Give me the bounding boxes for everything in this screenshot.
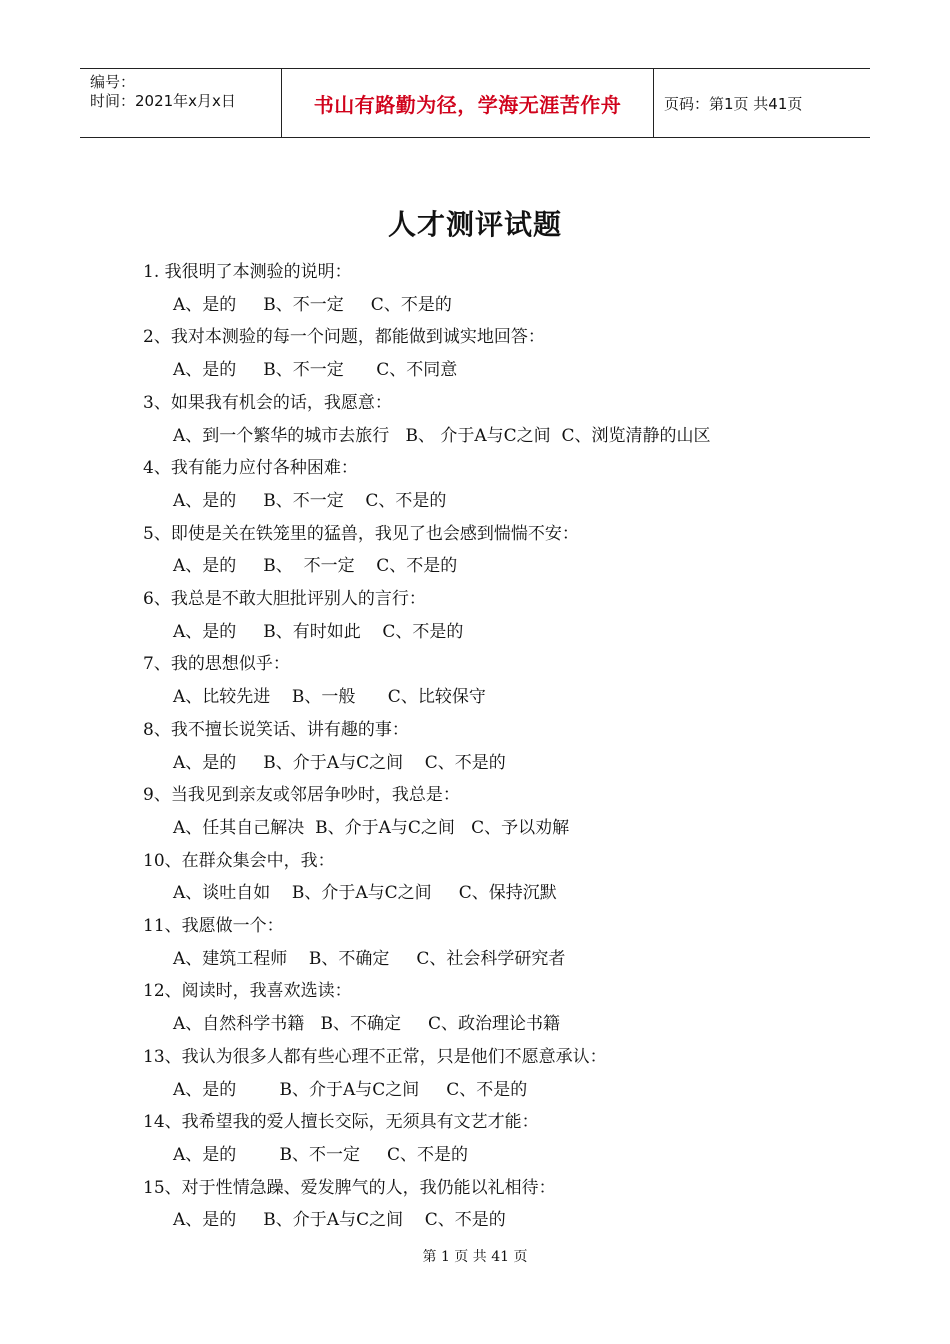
question-item <box>143 714 863 779</box>
question-options: A、建筑工程师 B、不确定 C、社会科学研究者 <box>173 948 566 969</box>
question-item <box>143 648 863 713</box>
question-text: 3、如果我有机会的话，我愿意： <box>143 392 392 413</box>
question-item <box>143 910 863 975</box>
question-options: A、比较先进 B、一般 C、比较保守 <box>173 687 486 708</box>
question-options: A、是的 B、不一定 C、不是的 <box>173 490 447 511</box>
question-text: 1. 我很明了本测验的说明： <box>143 262 352 282</box>
question-text: 7、我的思想似乎： <box>143 654 290 675</box>
question-item <box>143 845 863 910</box>
question-item <box>143 518 863 583</box>
question-text: 15、对于性情急躁、爱发脾气的人，我仍能以礼相待： <box>143 1177 556 1198</box>
header-motto: 书山有路勤为径，学海无涯苦作舟 <box>282 69 654 137</box>
question-list <box>143 256 863 1237</box>
question-options: A、是的 B、介于A与C之间 C、不是的 <box>173 1210 506 1231</box>
question-text: 8、我不擅长说笑话、讲有趣的事： <box>143 719 409 740</box>
question-options: A、到一个繁华的城市去旅行 B、 介于A与C之间 C、浏览清静的山区 <box>173 425 711 446</box>
question-options: A、是的 B、不一定 C、不是的 <box>173 294 452 315</box>
question-item <box>143 779 863 844</box>
question-item <box>143 1172 863 1237</box>
question-item <box>143 975 863 1040</box>
question-options: A、是的 B、不一定 C、不是的 <box>173 1144 469 1165</box>
question-text: 10、在群众集会中，我： <box>143 850 335 871</box>
question-options: A、任其自己解决 B、介于A与C之间 C、予以劝解 <box>173 817 570 838</box>
document-number-label: 编号： <box>90 73 136 91</box>
header-meta <box>80 69 282 137</box>
question-text: 12、阅读时，我喜欢选读： <box>143 981 352 1002</box>
question-options: A、自然科学书籍 B、不确定 C、政治理论书籍 <box>173 1014 561 1035</box>
question-item <box>143 321 863 386</box>
question-item <box>143 583 863 648</box>
question-text: 13、我认为很多人都有些心理不正常，只是他们不愿意承认： <box>143 1046 607 1067</box>
document-title: 人才测评试题 <box>387 208 562 241</box>
question-item <box>143 256 863 321</box>
question-item <box>143 387 863 452</box>
question-options: A、是的 B、介于A与C之间 C、不是的 <box>173 1079 528 1100</box>
question-text: 2、我对本测验的每一个问题，都能做到诚实地回答： <box>143 327 545 348</box>
question-text: 14、我希望我的爱人擅长交际，无须具有文艺才能： <box>143 1112 539 1133</box>
question-options: A、是的 B、 不一定 C、不是的 <box>173 556 458 577</box>
question-text: 6、我总是不敢大胆批评别人的言行： <box>143 589 426 610</box>
question-options: A、是的 B、不一定 C、不同意 <box>173 360 458 381</box>
question-text: 11、我愿做一个： <box>143 916 284 937</box>
question-item <box>143 1106 863 1171</box>
page-header <box>80 68 870 138</box>
header-page-info: 页码：第1页 共41页 <box>664 94 803 113</box>
question-text: 9、当我见到亲友或邻居争吵时，我总是： <box>143 785 460 806</box>
page-footer: 第 1 页 共 41 页 <box>422 1249 528 1265</box>
question-item <box>143 1041 863 1106</box>
document-date: 时间：2021年x月x日 <box>90 92 236 110</box>
question-item <box>143 452 863 517</box>
question-text: 5、即使是关在铁笼里的猛兽，我见了也会感到惴惴不安： <box>143 523 579 544</box>
question-options: A、是的 B、有时如此 C、不是的 <box>173 621 464 642</box>
question-options: A、谈吐自如 B、介于A与C之间 C、保持沉默 <box>173 883 557 904</box>
question-options: A、是的 B、介于A与C之间 C、不是的 <box>173 752 506 773</box>
question-text: 4、我有能力应付各种困难： <box>143 458 358 479</box>
